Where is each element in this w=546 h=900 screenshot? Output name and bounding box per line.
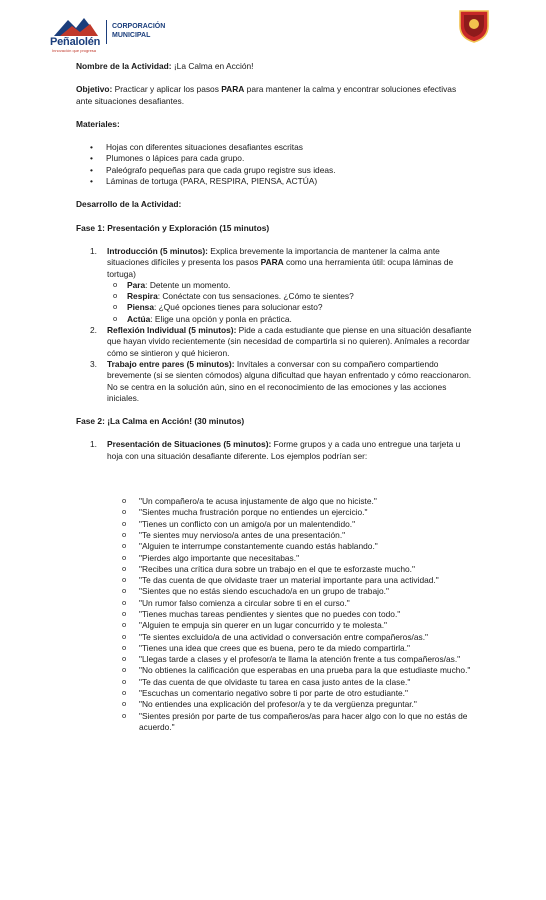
step-text: : Elige una opción y ponla en práctica. [150, 313, 292, 324]
item-text: Forme grupos y a cada uno entregue una tarjeta u hoja con una situación desafiante diferente. Los ejemplos podrían ser: [107, 439, 461, 461]
activity-label: Nombre de la Actividad: [76, 61, 172, 71]
example-situation-item: o "Sientes que no estás siendo escuchado/a en un grupo de trabajo." [76, 586, 474, 597]
example-situation-item: o "Un compañero/a te acusa injustamente de algo que no hiciste." [76, 496, 474, 507]
step-term: Para [127, 279, 146, 290]
list-item [76, 439, 474, 462]
item-number: 2. [90, 325, 97, 336]
step-term: Actúa [127, 313, 151, 324]
item-keyword: PARA [260, 257, 284, 268]
example-situation-item: o "Pierdes algo importante que necesitabas." [76, 553, 474, 564]
step-text: : Detente un momento. [145, 279, 231, 290]
objective-paragraph [76, 84, 474, 107]
example-situation-item: o "Te das cuenta de que olvidaste traer un material importante para una actividad." [76, 575, 474, 586]
item-text: Explica brevemente la importancia de mantener la calma ante situaciones difíciles y presenta los pasos [107, 245, 440, 268]
item-label: Presentación de Situaciones (5 minutos): [107, 439, 272, 450]
step-text: : ¿Qué opciones tienes para solucionar esto? [154, 302, 323, 313]
step-text: : Conéctate con tus sensaciones. ¿Cómo te sientes? [157, 291, 354, 302]
example-situation-item: o "No obtienes la calificación que esperabas en una prueba para la que estudiaste mucho." [76, 665, 474, 676]
phase2-title: Fase 2: ¡La Calma en Acción! (30 minutos) [76, 416, 245, 427]
list-item [107, 280, 474, 291]
list-item [76, 246, 474, 325]
objective-para-keyword: PARA [221, 84, 245, 95]
example-situation-item: o "Un rumor falso comienza a circular sobre ti en el curso." [76, 598, 474, 609]
logo-name: Peñalolén [50, 36, 101, 48]
example-situation-item: o "Te sientes muy nervioso/a antes de una presentación." [76, 530, 474, 541]
example-situation-item: o "Sientes mucha frustración porque no entiendes un ejercicio." [76, 507, 474, 518]
example-situation-item: o "Tienes muchas tareas pendientes y sientes que no puedes con todo." [76, 609, 474, 620]
example-situation-item: o "Llegas tarde a clases y el profesor/a te llama la atención frente a tus compañeros/as." [76, 654, 474, 665]
item-number: 1. [90, 245, 97, 256]
materials-list [76, 142, 474, 187]
development-title: Desarrollo de la Actividad: [76, 199, 182, 210]
example-situation-item: o "Sientes presión por parte de tus compañeros/as para hacer algo con lo que no estás de acuerdo." [76, 711, 474, 734]
phase1-title: Fase 1: Presentación y Exploración (15 minutos) [76, 222, 270, 233]
school-shield-icon [457, 8, 491, 44]
list-item: • Plumones o lápices para cada grupo. [76, 153, 474, 164]
item-label: Introducción (5 minutos): [107, 245, 208, 256]
objective-text-pre: Practicar y aplicar los pasos [112, 84, 222, 95]
list-item [107, 302, 474, 313]
objective-text-post: para mantener la calma y encontrar soluciones efectivas ante situaciones desafiantes. [76, 84, 457, 106]
phase2-list [76, 439, 474, 462]
corp-line-1: CORPORACIÓN [112, 23, 166, 30]
item-label: Trabajo entre pares (5 minutos): [107, 358, 235, 369]
example-situation-item: o "Escuchas un comentario negativo sobre ti por parte de otro estudiante." [76, 688, 474, 699]
steps-list [107, 280, 474, 325]
item-number: 1. [90, 439, 97, 450]
document-body [76, 61, 474, 733]
example-situation-item: o "Alguien te empuja sin querer en un lugar concurrido y te molesta." [76, 620, 474, 631]
list-item [76, 325, 474, 359]
list-item: • Láminas de tortuga (PARA, RESPIRA, PIENSA, ACTÚA) [76, 176, 474, 187]
item-number: 3. [90, 358, 97, 369]
example-situation-item: o "Tienes una idea que crees que es buena, pero te da miedo compartirla." [76, 643, 474, 654]
step-term: Piensa [127, 302, 155, 313]
item-text: Invítales a conversar con su compañero compartiendo brevemente (si se sienten cómodos) alguna dificultad que hayan enfrentado y cómo reaccionaron. No se centra en la solución aún, sino en el reconocimiento de las emociones y las acciones iniciales. [107, 358, 472, 403]
example-situation-item: o "Tienes un conflicto con un amigo/a por un malentendido." [76, 519, 474, 530]
list-item [76, 359, 474, 404]
example-situation-item: o "Recibes una crítica dura sobre un trabajo en el que te esforzaste mucho." [76, 564, 474, 575]
logo-divider [106, 20, 107, 44]
logo-tagline: Innovación que progresa [52, 48, 97, 53]
activity-name-line [76, 61, 474, 72]
list-item: • Paleógrafo pequeñas para que cada grupo registre sus ideas. [76, 165, 474, 176]
item-text-post: como una herramienta útil: ocupa láminas de tortuga) [107, 257, 454, 279]
list-item: • Hojas con diferentes situaciones desafiantes escritas [76, 142, 474, 153]
step-term: Respira [127, 291, 158, 302]
list-item [107, 314, 474, 325]
example-situation-item: o "No entiendes una explicación del profesor/a y te da vergüenza preguntar." [76, 699, 474, 710]
example-situation-item: o "Alguien te interrumpe constantemente cuando estás hablando." [76, 541, 474, 552]
example-situation-item: o "Te das cuenta de que olvidaste tu tarea en casa justo antes de la clase." [76, 677, 474, 688]
item-label: Reflexión Individual (5 minutos): [107, 325, 237, 336]
penalolen-logo [50, 14, 170, 53]
item-text: Pide a cada estudiante que piense en una situación desafiante que hayan vivido recientemente (sin necesidad de compartirla si no quieren). Anímales a recordar cómo se sintieron y qué hicieron. [107, 325, 472, 358]
phase1-list [76, 246, 474, 404]
examples-list [76, 496, 474, 733]
corp-line-2: MUNICIPAL [112, 32, 151, 39]
activity-name: ¡La Calma en Acción! [171, 61, 254, 71]
materials-title: Materiales: [76, 118, 120, 129]
example-situation-item: o "Te sientes excluido/a de una actividad o conversación entre compañeros/as." [76, 632, 474, 643]
objective-label: Objetivo: [76, 84, 113, 95]
list-item [107, 291, 474, 302]
corporacion-label [112, 22, 165, 40]
